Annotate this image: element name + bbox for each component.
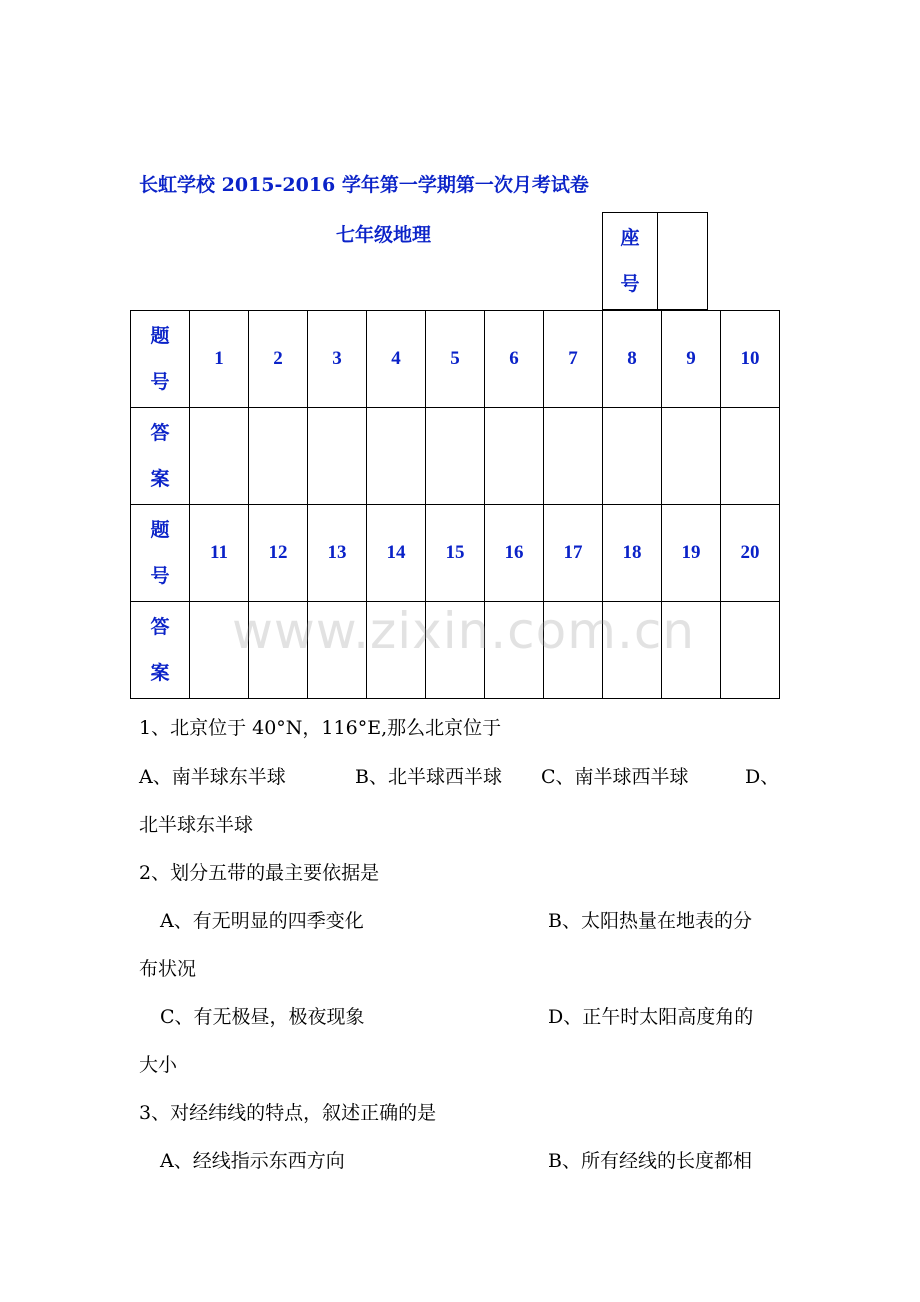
answer-table-row bbox=[131, 408, 780, 505]
question-number-cell: 18 bbox=[603, 505, 662, 602]
answer-cell[interactable] bbox=[308, 408, 367, 505]
row-header-text: 题 号 bbox=[150, 325, 170, 393]
question-1-option-a: A、南半球东半球 bbox=[139, 766, 286, 788]
question-1-option-c: C、南半球西半球 bbox=[541, 766, 689, 788]
answer-header bbox=[131, 602, 190, 699]
row-header-text: 答 案 bbox=[150, 422, 170, 490]
question-number-header bbox=[131, 311, 190, 408]
question-number-cell: 6 bbox=[485, 311, 544, 408]
answer-cell[interactable] bbox=[544, 408, 603, 505]
question-number-cell: 8 bbox=[603, 311, 662, 408]
question-1-option-b: B、北半球西半球 bbox=[355, 766, 502, 788]
question-2-stem: 2、划分五带的最主要依据是 bbox=[139, 862, 380, 884]
question-number-cell: 3 bbox=[308, 311, 367, 408]
answer-cell[interactable] bbox=[367, 408, 426, 505]
question-number-cell: 20 bbox=[721, 505, 780, 602]
question-number-cell: 2 bbox=[249, 311, 308, 408]
answer-cell[interactable] bbox=[662, 408, 721, 505]
question-number-cell: 16 bbox=[485, 505, 544, 602]
question-number-cell: 1 bbox=[190, 311, 249, 408]
watermark-text: www.zixin.com.cn bbox=[232, 602, 696, 660]
question-2-option-a: A、有无明显的四季变化 bbox=[160, 910, 364, 932]
row-header-text: 答 案 bbox=[150, 616, 170, 684]
question-3-stem: 3、对经纬线的特点，叙述正确的是 bbox=[139, 1102, 437, 1124]
question-number-cell: 19 bbox=[662, 505, 721, 602]
question-1-option-d: D、 bbox=[745, 766, 780, 788]
exam-subtitle: 七年级地理 bbox=[336, 224, 432, 246]
row-header-text: 题 号 bbox=[150, 519, 170, 587]
seat-number-label bbox=[603, 213, 658, 310]
question-number-header bbox=[131, 505, 190, 602]
answer-cell[interactable] bbox=[190, 408, 249, 505]
question-3-option-a: A、经线指示东西方向 bbox=[160, 1150, 345, 1172]
question-1-option-d-continued: 北半球东半球 bbox=[139, 814, 254, 836]
question-number-cell: 11 bbox=[190, 505, 249, 602]
question-2-option-b: B、太阳热量在地表的分 bbox=[548, 910, 752, 932]
question-3-option-b: B、所有经线的长度都相 bbox=[548, 1150, 752, 1172]
answer-cell[interactable] bbox=[249, 408, 308, 505]
answer-cell[interactable] bbox=[603, 408, 662, 505]
answer-table-row bbox=[131, 311, 780, 408]
seat-number-field[interactable] bbox=[658, 213, 708, 310]
question-number-cell: 5 bbox=[426, 311, 485, 408]
question-number-cell: 13 bbox=[308, 505, 367, 602]
seat-number-box bbox=[602, 212, 708, 310]
question-number-cell: 12 bbox=[249, 505, 308, 602]
answer-cell[interactable] bbox=[721, 602, 780, 699]
question-2-option-b-continued: 布状况 bbox=[139, 958, 197, 980]
answer-header bbox=[131, 408, 190, 505]
answer-table-row bbox=[131, 505, 780, 602]
question-number-cell: 15 bbox=[426, 505, 485, 602]
answer-cell[interactable] bbox=[721, 408, 780, 505]
answer-cell[interactable] bbox=[426, 408, 485, 505]
answer-cell[interactable] bbox=[485, 408, 544, 505]
question-2-option-c: C、有无极昼，极夜现象 bbox=[160, 1006, 365, 1028]
question-2-option-d-continued: 大小 bbox=[139, 1054, 178, 1076]
question-2-option-d: D、正午时太阳高度角的 bbox=[548, 1006, 754, 1028]
question-number-cell: 7 bbox=[544, 311, 603, 408]
question-number-cell: 10 bbox=[721, 311, 780, 408]
question-1-stem: 1、北京位于 40°N，116°E,那么北京位于 bbox=[139, 717, 502, 739]
question-number-cell: 14 bbox=[367, 505, 426, 602]
seat-label-text: 座 号 bbox=[620, 227, 640, 295]
question-number-cell: 9 bbox=[662, 311, 721, 408]
question-number-cell: 17 bbox=[544, 505, 603, 602]
exam-title: 长虹学校 2015-2016 学年第一学期第一次月考试卷 bbox=[139, 174, 589, 196]
question-number-cell: 4 bbox=[367, 311, 426, 408]
